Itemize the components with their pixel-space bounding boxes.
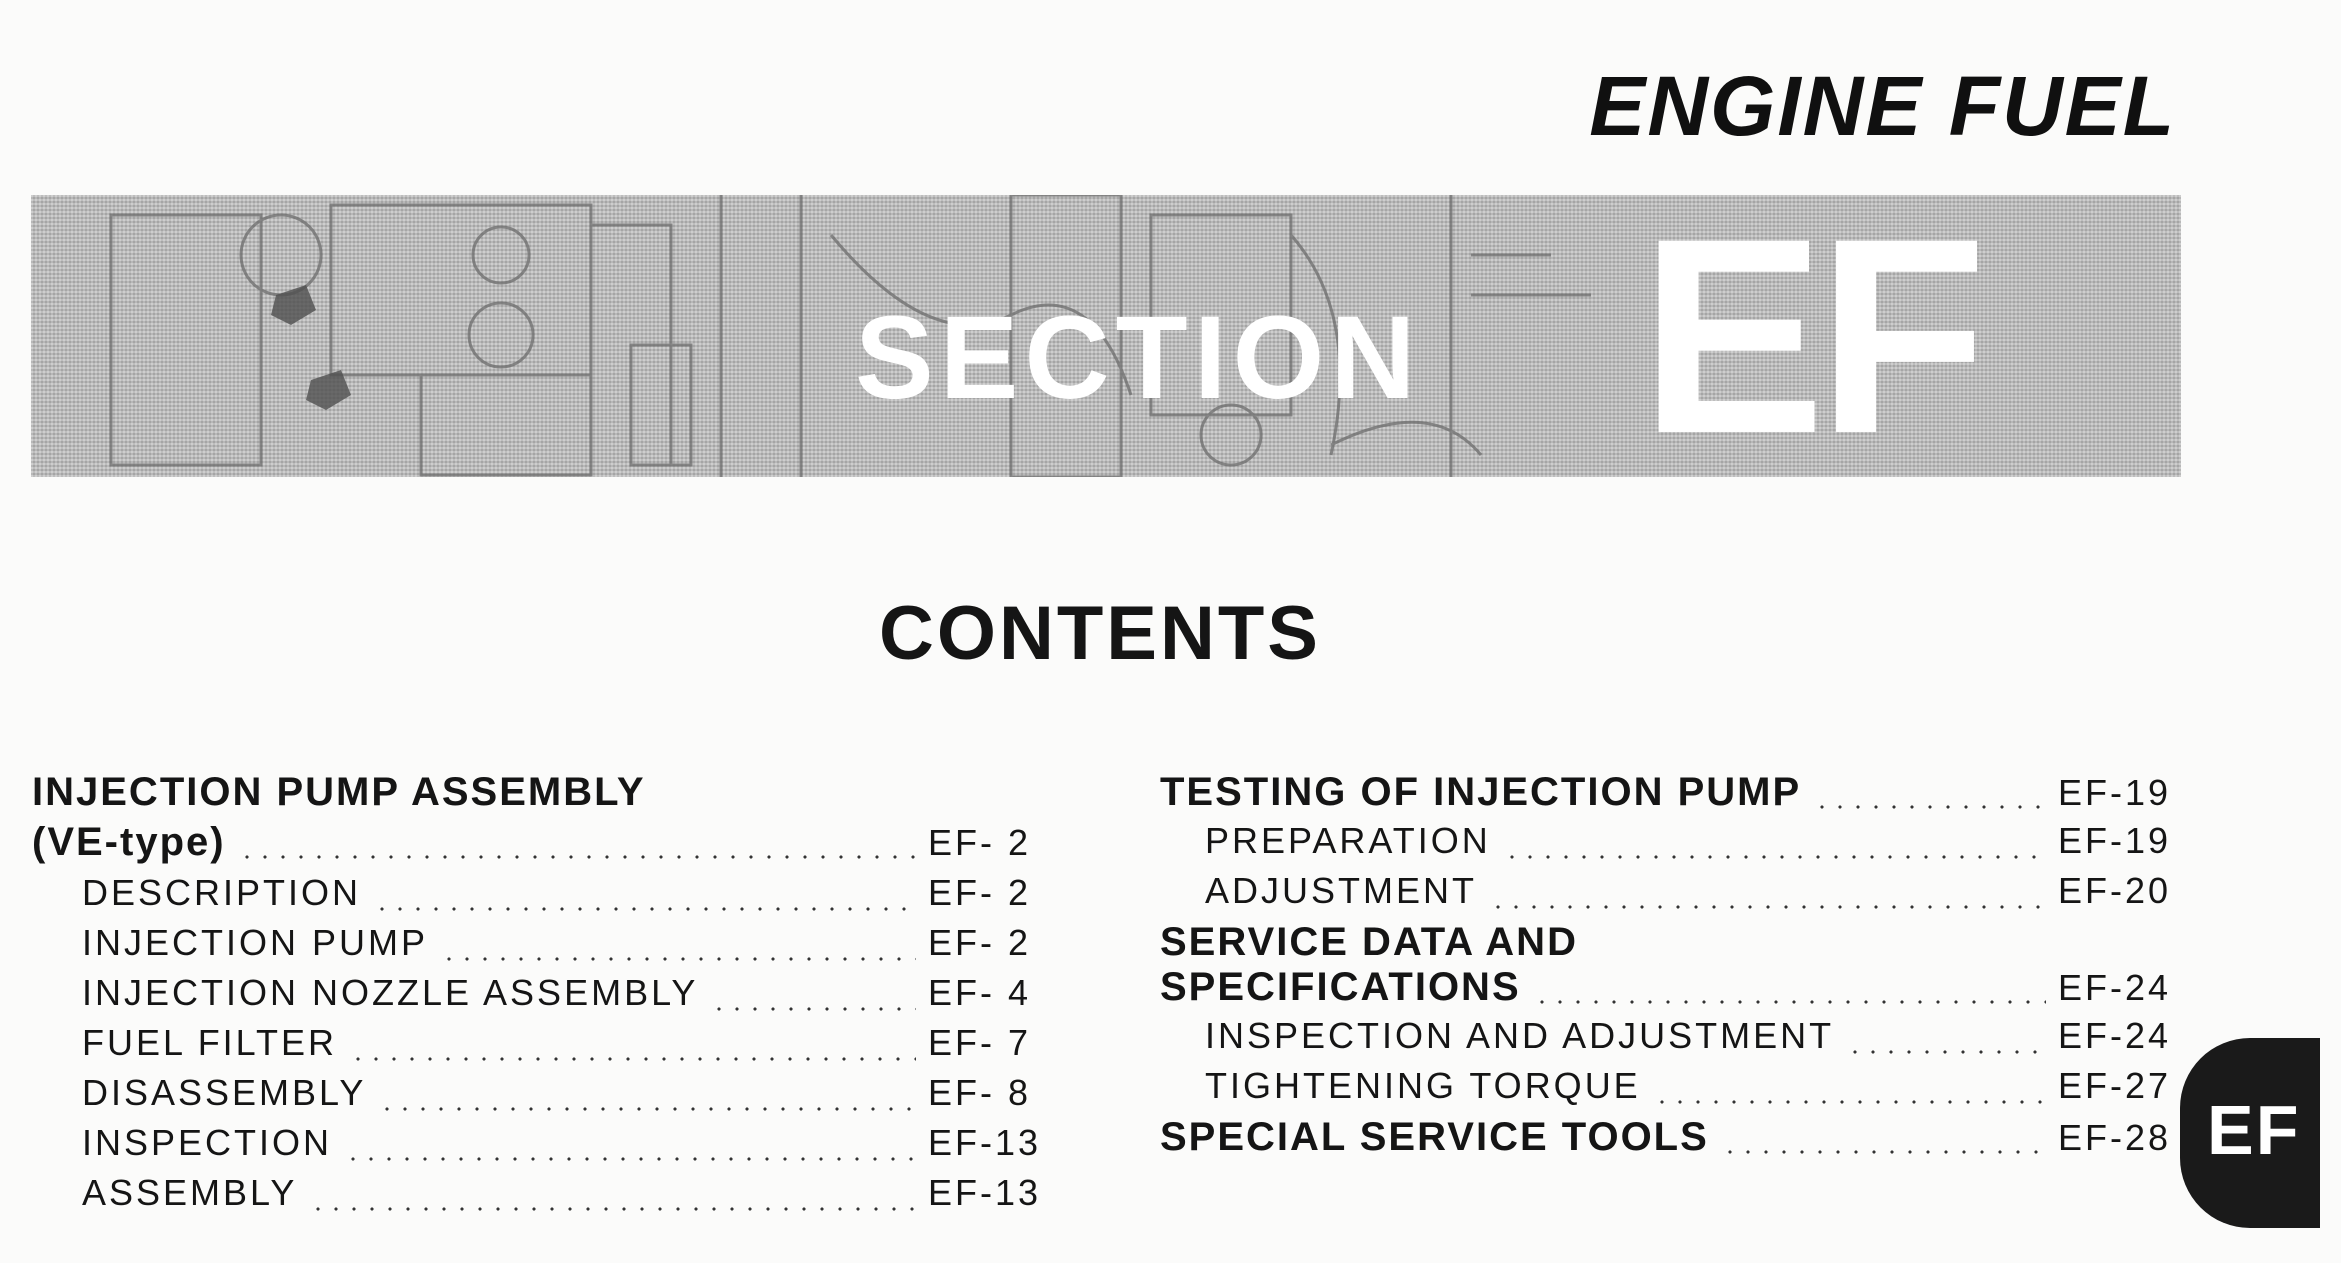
toc-entry: [1160, 920, 2170, 970]
toc-entry: [1160, 770, 2170, 820]
toc-entry-page: EF- 7: [928, 1022, 1032, 1063]
side-tab-label: EF: [2207, 1091, 2301, 1169]
toc-dot-leader: [378, 1107, 916, 1111]
toc-entry: [1160, 1115, 2170, 1165]
toc-entry-label: SPECIAL SERVICE TOOLS: [1160, 1115, 1709, 1159]
toc-entry-page: EF-13: [928, 1172, 1042, 1213]
toc-entry-page: EF- 2: [928, 922, 1032, 963]
section-title: ENGINE FUEL: [1589, 59, 2176, 153]
toc-entry-label: INJECTION PUMP ASSEMBLY: [32, 770, 646, 814]
toc-dot-leader: [344, 1157, 916, 1161]
toc-dot-leader: [1489, 905, 2046, 909]
toc-entry: [82, 972, 1040, 1022]
toc-entry: [32, 820, 1040, 870]
toc-dot-leader: [309, 1207, 916, 1211]
toc-entry-page: EF- 8: [928, 1072, 1032, 1113]
toc-entry-page: EF-28: [2058, 1117, 2172, 1158]
toc-entry: [1160, 965, 2170, 1015]
toc-entry-page: EF- 2: [928, 872, 1032, 913]
toc-dot-leader: [1846, 1050, 2046, 1054]
toc-entry: [1205, 1015, 2170, 1065]
toc-entry-page: EF- 2: [928, 822, 1032, 863]
toc-entry-page: EF-19: [2058, 820, 2172, 861]
toc-entry: [82, 1022, 1040, 1072]
toc-entry-label: TIGHTENING TORQUE: [1205, 1065, 1641, 1106]
toc-entry: [82, 872, 1040, 922]
toc-entry-page: EF-20: [2058, 870, 2172, 911]
toc-entry-label: SERVICE DATA AND: [1160, 920, 1578, 964]
toc-entry-label: (VE-type): [32, 820, 226, 864]
toc-entry-page: EF-24: [2058, 1015, 2172, 1056]
toc-entry: [1205, 870, 2170, 920]
toc-entry-page: EF-27: [2058, 1065, 2172, 1106]
toc-dot-leader: [440, 957, 916, 961]
toc-entry-label: PREPARATION: [1205, 820, 1491, 861]
toc-entry: [82, 1072, 1040, 1122]
toc-entry-label: INSPECTION AND ADJUSTMENT: [1205, 1015, 1835, 1056]
section-word: SECTION: [855, 292, 1422, 424]
contents-heading: CONTENTS: [879, 591, 1321, 676]
toc-entry-label: DESCRIPTION: [82, 872, 362, 913]
toc-entry-label: ASSEMBLY: [82, 1172, 298, 1213]
toc-dot-leader: [373, 907, 916, 911]
toc-entry: [32, 770, 1040, 820]
toc-dot-leader: [238, 855, 916, 859]
toc-entry-label: SPECIFICATIONS: [1160, 965, 1521, 1009]
toc-entry: [82, 922, 1040, 972]
toc-entry: [1205, 820, 2170, 870]
toc-dot-leader: [1813, 805, 2046, 809]
toc-entry: [82, 1122, 1040, 1172]
toc-dot-leader: [1503, 855, 2046, 859]
toc-dot-leader: [349, 1057, 916, 1061]
toc-entry-label: INJECTION PUMP: [82, 922, 429, 963]
toc-entry-label: INJECTION NOZZLE ASSEMBLY: [82, 972, 699, 1013]
toc-entry-page: EF-24: [2058, 967, 2172, 1008]
toc-entry-label: INSPECTION: [82, 1122, 333, 1163]
toc-dot-leader: [710, 1007, 916, 1011]
toc-entry-page: EF-19: [2058, 772, 2172, 813]
toc-entry-page: EF- 4: [928, 972, 1032, 1013]
toc-entry-label: ADJUSTMENT: [1205, 870, 1477, 911]
toc-dot-leader: [1721, 1150, 2046, 1154]
toc-entry-label: TESTING OF INJECTION PUMP: [1160, 770, 1802, 814]
section-code: EF: [1640, 180, 1980, 491]
toc-dot-leader: [1653, 1100, 2046, 1104]
toc-dot-leader: [1533, 1000, 2046, 1004]
toc-entry: [82, 1172, 1040, 1222]
toc-entry-label: FUEL FILTER: [82, 1022, 338, 1063]
toc-entry-page: EF-13: [928, 1122, 1042, 1163]
toc-entry: [1205, 1065, 2170, 1115]
toc-entry-label: DISASSEMBLY: [82, 1072, 367, 1113]
